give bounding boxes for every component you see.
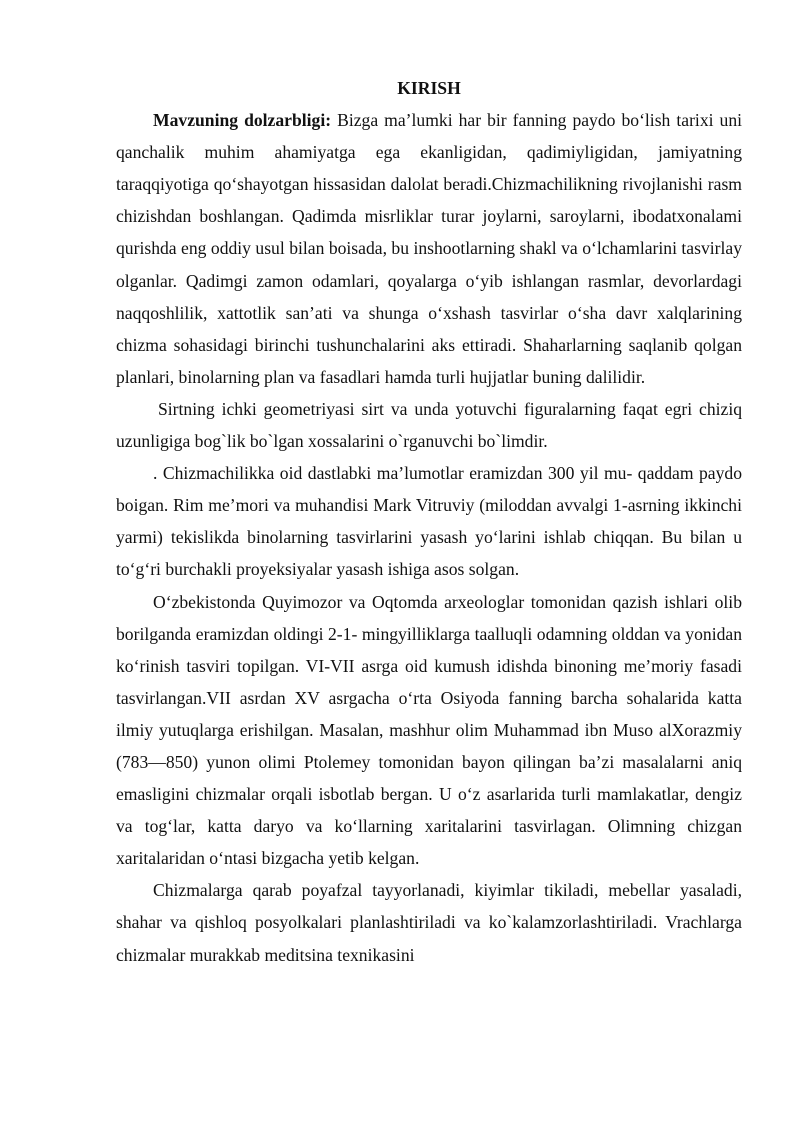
paragraph-uzbekistan: O‘zbekistonda Quyimozor va Oqtomda arxeologlar tomonidan qazish ishlari olib borilganda eramizdan oldingi 2-1- mingyilliklarga taalluqli odamning olddan va yonidan ko‘rinish tasviri topilgan. VI-VII asrga oid kumush idishda binoning me’moriy fasadi tasvirlangan.VII asrdan XV asrgacha o‘rta Osiyoda fanning barcha sohalarida katta ilmiy yutuqlarga erishilgan. Masalan, mashhur olim Muhammad ibn Muso alXorazmiy (783—850) yunon olimi Ptolemey tomonidan bayon qilingan ba’zi masalalarni aniq emasligini chizmalar orqali isbotlab bergan. U o‘z asarlarida turli mamlakatlar, dengiz va tog‘lar, katta daryo va ko‘llarning xaritalarini tasvirlagan. Olimning chizgan xaritalaridan o‘ntasi bizgacha yetib kelgan. <box>116 591 742 869</box>
paragraph-sirt: Sirtning ichki geometriyasi sirt va unda yotuvchi figuralarning faqat egri chiziq uzunligiga bog`lik bo`lgan xossalarini o`rganuvchi bo`limdir. <box>116 398 742 452</box>
intro-paragraph <box>116 104 742 393</box>
paragraph-applications: Chizmalarga qarab poyafzal tayyorlanadi, kiyimlar tikiladi, mebellar yasaladi, shahar va qishloq posyolkalari planlashtiriladi va ko`kalamzorlashtiriladi. Vrachlarga chizmalar murakkab meditsina texnikasini <box>116 880 742 965</box>
document-title: KIRISH <box>397 78 461 98</box>
document-page <box>116 72 742 971</box>
intro-text: Bizga ma’lumki har bir fanning paydo bo‘lish tarixi uni qanchalik muhim ahamiyatga ega ekanligidan, qadimiyligidan, jamiyatning taraqqiyotiga qo‘shayotgan hissasidan dalolat beradi.Chizmachilikning rivojlanishi rasm chizishdan boshlangan. Qadimda misrliklar turar joylarni, saroylarni, ibodatxonalami qurishda eng oddiy usul bilan boisada, bu inshootlarning shakl va o‘lchamlarini tasvirlay olganlar. Qadimgi zamon odamlari, qoyalarga o‘yib ishlangan rasmlar, devorlardagi naqqoshlilik, xattotlik san’ati va shunga o‘xshash tasvirlar o‘sha davr xalqlarining chizma sohasidagi birinchi tushunchalarini aks ettiradi. Shaharlarning saqlanib qolgan planlari, binolarning plan va fasadlari hamda turli hujjatlar buning dalilidir. <box>116 110 743 387</box>
intro-lead: Mavzuning dolzarbligi: <box>153 110 332 131</box>
paragraph-history: . Chizmachilikka oid dastlabki ma’lumotlar eramizdan 300 yil mu- qaddam paydo boigan. Rim me’mori va muhandisi Mark Vitruviy (miloddan avvalgi 1-asrning ikkinchi yarmi) tekislikda binolarning tasvirlarini yasash yo‘larini ishlab chiqqan. Bu bilan u to‘g‘ri burchakli proyeksiyalar yasash ishiga asos solgan. <box>116 463 742 580</box>
